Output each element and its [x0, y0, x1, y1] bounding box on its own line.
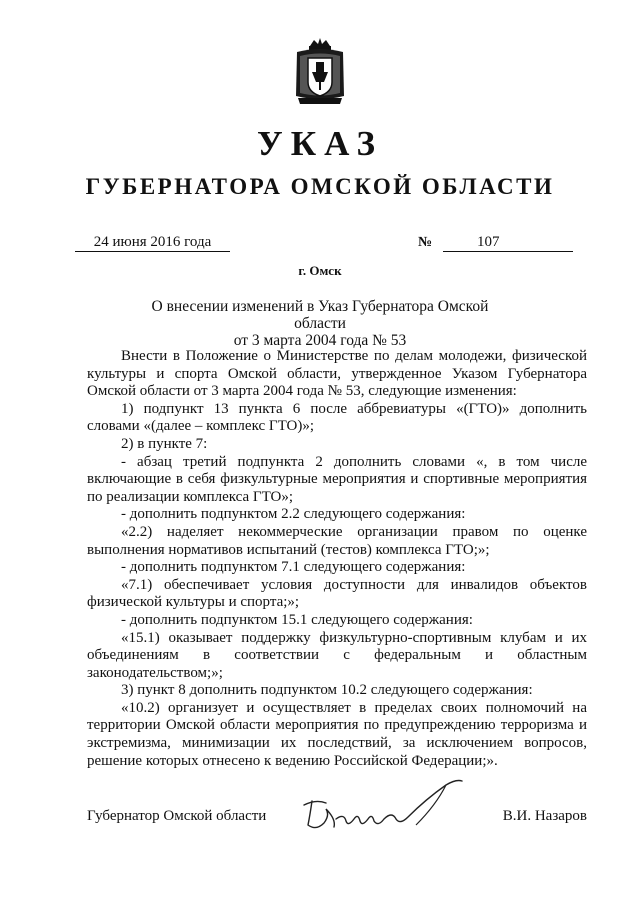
document-title: УКАЗ	[257, 124, 383, 163]
paragraph: - абзац третий подпункта 2 дополнить словами «, в том числе включающие в себя физкультурные мероприятия и спортивные мероприятия по реализации комплекса ГТО»;	[87, 453, 587, 505]
paragraph: «10.2) организует и осуществляет в пределах своих полномочий на территории Омской области мероприятия по предупреждению терроризма и экстремизма, минимизации их последствий, за исключением вопросов, решение которых отнесено к ведению Российской Федерации;».	[87, 699, 587, 769]
heading-line: от 3 марта 2004 года № 53	[233, 332, 407, 349]
coat-of-arms-emblem	[294, 38, 346, 108]
paragraph: 3) пункт 8 дополнить подпунктом 10.2 следующего содержания:	[121, 682, 533, 699]
signatory-position: Губернатор Омской области	[87, 808, 267, 824]
paragraph: 2) в пункте 7:	[121, 435, 208, 452]
document-subtitle: ГУБЕРНАТОРА ОМСКОЙ ОБЛАСТИ	[85, 174, 555, 199]
document-date: 24 июня 2016 года	[75, 233, 230, 252]
paragraph: - дополнить подпунктом 2.2 следующего содержания:	[121, 506, 466, 523]
paragraph: «15.1) оказывает поддержку физкультурно-спортивным клубам и их объединениям в соответствии с федеральным и областным законодательством;»;	[87, 629, 587, 681]
paragraph: Внести в Положение о Министерстве по делам молодежи, физической культуры и спорта Омской области, утвержденное Указом Губернатора Омской области от 3 марта 2004 года № 53, следующие изменения:	[87, 348, 587, 400]
paragraph: «2.2) наделяет некоммерческие организации правом по оценке выполнения нормативов испытаний (тестов) комплекса ГТО;»;	[87, 523, 587, 558]
paragraph: «7.1) обеспечивает условия доступности для инвалидов объектов физической культуры и спорта;»;	[87, 576, 587, 611]
document-city: г. Омск	[298, 263, 342, 278]
paragraph: - дополнить подпунктом 7.1 следующего содержания:	[121, 559, 466, 576]
document-number: 107	[443, 233, 573, 252]
signature-block	[87, 806, 587, 836]
heading-line: О внесении изменений в Указ Губернатора Омской области	[151, 298, 489, 332]
document-heading	[150, 298, 490, 349]
document-body	[87, 348, 587, 770]
paragraph: - дополнить подпунктом 15.1 следующего содержания:	[121, 611, 473, 628]
paragraph: 1) подпункт 13 пункта 6 после аббревиатуры «(ГТО)» дополнить словами «(далее – комплекс ГТО)»;	[87, 400, 587, 435]
number-label: №	[418, 235, 433, 250]
signatory-name: В.И. Назаров	[502, 808, 587, 824]
